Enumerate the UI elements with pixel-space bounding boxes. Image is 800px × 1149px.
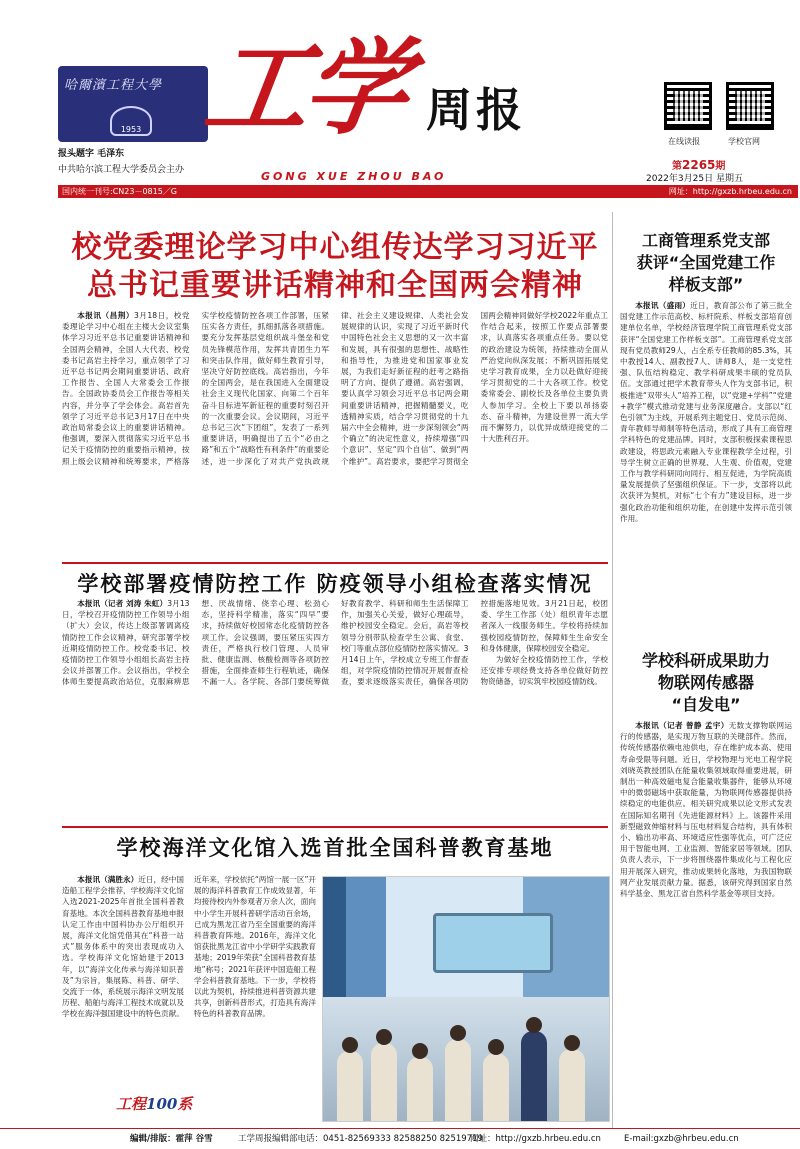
article1-body [62,310,608,560]
article3-text: 近日，经中国造船工程学会推荐，学校海洋文化馆入选2021-2025年首批全国科普教育基地。本次全国科普教育基地申报认定工作由中国科协办公厅组织开展，海洋文化馆凭借其在“科普一站式”服务体系中的突出表现成功入选。学校海洋文化馆始建于2013年，以“海洋文化传承与海洋知识普及”为宗旨，集展陈、科普、研学、交流于一体，系统展示海洋文明发展历程、船舶与海洋工程技术成就以及学校在海洋强国建设中的特色贡献。近年来，学校依托“两馆一展一区”开展的海洋科普教育工作成效显著，年均接待校内外参观者万余人次，面向中小学生开展科普研学活动百余场，已成为黑龙江省乃至全国重要的海洋科普教育阵地。2016年，海洋文化馆获批黑龙江省中小学研学实践教育基地；2019年荣获“全国科普教育基地”称号；2021年获评中国造船工程学会科普教育基地。下一步，学校将以此为契机，持续推进科普资源共建共享，创新科普形式，打造具有海洋特色的科普教育品牌。 [62,875,316,1019]
side2-headline-line3: “自发电” [671,695,741,714]
article1-byline: 本报讯（昌荆） [77,311,134,320]
website-link[interactable]: 网址：http://gxzb.hrbeu.edu.cn [668,187,792,196]
divider [62,562,608,564]
photo-child [371,1043,397,1121]
qr-codes [664,82,784,152]
footer-email[interactable]: E-mail:gxzb@hrbeu.edu.cn [624,1134,739,1144]
anniversary-logo-tail: 系 [177,1095,193,1113]
side1-headline [618,230,794,296]
side2-headline-line2: 物联网传感器 [657,673,754,692]
article2-body [62,598,608,822]
qr-code-right[interactable] [726,82,774,130]
photo-guide [521,1031,547,1121]
article2-byline: 本报讯（记者 刘涛 朱虹） [77,599,168,608]
footer [0,1128,800,1149]
qr-right-label: 学校官网 [728,137,760,146]
anniversary-logo-number: 100 [146,1095,178,1113]
issue-prefix: 第 [672,161,682,172]
title-pinyin: GONG XUE ZHOU BAO [261,170,447,183]
footer-website[interactable]: 网址：http://gxzb.hrbeu.edu.cn [470,1134,601,1144]
divider [62,826,608,828]
issue-number-value: 2265 [682,158,716,172]
title-calligraphy: 工学 [197,26,411,149]
side2-headline-line1: 学校科研成果助力 [641,651,770,670]
article2-text: 3月13日，学校召开疫情防控工作领导小组（扩大）会议，传达上级部署调离疫情防控工作会议精神，研究部署学校近期疫情防控工作。校党委书记、校疫情防控工作领导小组组长高岩主持会议并部署工作。会议指出，学校全体师生要提高政治站位，克服麻痹思想、厌战情绪、侥幸心理、松劲心态，坚持科学精准，落实“四早”要求，持续做好校园常态化疫情防控各项工作。会议强调，要压紧压实四方责任，严格执行校门管理、人员审批、健康监测、核酸检测等各项防控措施，全面排查师生行程轨迹，确保不漏一人。各学院、各部门要统筹做好教育教学、科研和师生生活保障工作，加强关心关爱，做好心理疏导，维护校园安全稳定。会后，高岩等校领导分别带队检查学生公寓、食堂、校门等重点部位疫情防控落实情况。3月14日上午，学校成立专班工作督查组，对学院疫情防控情况开展督查检查，要求逐级落实责任，确保各项防控措施落地见效。3月21日起，校团委、学生工作部（处）组织青年志愿者深入一线服务师生。学校将持续加强校园疫情防控，保障师生生命安全和身体健康，保障校园安全稳定。 [62,599,608,687]
qr-code-left[interactable] [664,82,712,130]
article1-headline-line2: 总书记重要讲话精神和全国两会精神 [87,268,583,303]
photo-child [483,1053,509,1121]
title-print: 周报 [426,83,526,137]
emblem-calligraphy: 哈爾濱工程大學 [64,78,163,93]
article1-text: 3月18日，校党委理论学习中心组在主楼大会议室集体学习习近平总书记重要讲话精神和全国两会精神，全国人大代表、校党委书记高岩主持学习，重点领学了习近平总书记两会期间重要讲话、政府工作报告、全国人大常委会工作报告。全国政协委员会工作报告等相关内容，并分享了学会体会。高岩首先领学了习近平总书记3月17日在中央政治局常委会议上的重要讲话精神。他强调，要深入贯彻落实习近平总书记关于疫情防控的重要指示精神，按照上级会议精神和统筹要求，严格落实学校疫情防控各项工作部署，压紧压实各方责任，抓细抓落各项措施。要充分发挥基层党组织战斗堡垒和党员先锋模范作用，发挥共青团生力军和突击队作用，做好师生教育引导，坚决守好防控底线。高岩指出，今年的全国两会，是在我国进入全面建设社会主义现代化国家、向第二个百年奋斗目标进军新征程的重要时刻召开的一次重要会议。会议期间，习近平总书记三次“下团组”，发表了一系列重要讲话，明确提出了五个“必由之路”和五个“战略性有利条件”的重要论述，进一步深化了对共产党执政规律、社会主义建设规律、人类社会发展规律的认识，实现了习近平新时代中国特色社会主义思想的又一次丰富和发展，具有很强的思想性、战略性和指导性，为推进党和国家事业发展，为我们走好新征程的赶考之路指明了方向、提供了遵循。高岩强调，要认真学习领会习近平总书记两会期间重要讲话精神，把握精髓要义，吃透精神实质，结合学习贯彻党的十九届六中全会精神，进一步深刻领会“两个确立”的决定性意义，持续增强“四个意识”、坚定“四个自信”、做到“两个维护”。高岩要求，要把学习贯彻全国两会精神同做好学校2022年重点工作结合起来，按照工作要点部署要求，认真落实各项重点任务。要以党的政治建设为统领，持续推动全面从严治党向纵深发展；不断巩固拓展党史学习教育成果，全力以赴做好迎接学习贯彻党的二十大各项工作。校党委常委会、副校长及各单位主要负责人参加学习。全校上下要以昂扬姿态、奋斗精神，为建设世界一流大学而不懈努力，以优异成绩迎接党的二十大胜利召开。 [62,311,608,466]
side1-body [620,300,792,630]
university-emblem [58,66,208,142]
issue-suffix: 期 [715,161,726,172]
side2-body [620,720,792,1122]
footer-editors: 编辑/排版：霍萍 谷雪 [130,1134,213,1144]
article2-text-tail: 为做好全校疫情防控工作，学校还安排专项经费支持各单位做好防控物资储备，切实筑牢校园疫情防线。 [480,655,608,687]
newspaper-brand [197,18,566,183]
side2-text: 无数支撑物联网运行的传感器，是实现万物互联的关键部件。然而，传统传感器依赖电池供电，存在维护成本高、使用寿命受限等问题。近日，学校物理与光电工程学院刘晓英教授团队在能量收集领域取得重要进展，研制出一种高效磁电复合能量收集器件，能够从环境中的微弱磁场中获取能量，为物联网传感器提供持续稳定的电能供应。相关研究成果以论文形式发表在国际知名期刊《先进能源材料》上。该器件采用新型磁致伸缩材料与压电材料复合结构，具有体积小、输出功率高、环境适应性强等优点，可广泛应用于智能电网、工业监测、智能家居等领域。团队负责人表示，下一步将围绕器件集成化与工程化应用开展深入研究，推动成果转化落地，为我国物联网产业发展贡献力量。据悉，该研究得到国家自然科学基金、黑龙江省自然科学基金等项目支持。 [620,721,792,899]
side1-text: 近日，教育部公布了第三批全国党建工作示范高校、标杆院系、样板支部培育创建单位名单，学校经济管理学院工商管理系党支部获评“全国党建工作样板支部”。工商管理系党支部现有党员教师29人，占全系专任教师的85.3%，其中教授14人、副教授7人、讲师8人，是一支党性强、队伍结构稳定、教学科研成果丰硕的党员队伍。支部通过把学术教育带头人作为支部书记，积极推进“双带头人”培养工程，以“党建+学科”“党建+教学”模式推动党建与业务深度融合。支部以“红色引领”为主线，开展系列主题党日、党员示范岗、青年教师导师制等特色活动，形成了具有工商管理学科特色的党建品牌。同时，支部积极探索课程思政建设，将思政元素融入专业课程教学全过程，引导学生树立正确的世界观、人生观、价值观，党建工作与教学科研同向同行、相互促进，为学院高质量发展提供了坚强组织保证。下一步，支部将以此次获评为契机，对标“七个有力”建设目标，进一步强化政治功能和组织功能，在创建中发挥示范引领作用。 [620,301,792,523]
museum-visit-photo [322,876,610,1122]
emblem-seal: 1953 [110,106,152,136]
qr-left-label: 在线读报 [668,137,700,146]
side1-headline-line1: 工商管理系党支部 [641,231,770,250]
side1-headline-line2: 获评“全国党建工作 [636,253,776,272]
footer-phone: 工学周报编辑部电话：0451-82569333 82588250 82519719 [238,1134,483,1144]
serial-number: 国内统一刊号:CN23－0815／G [62,187,178,196]
column-divider [612,212,613,1128]
masthead-publisher: 中共哈尔滨工程大学委员会主办 [58,165,185,175]
article3-body [62,874,316,1086]
photo-child [559,1049,585,1121]
article3-byline: 本报讯（满胜永） [77,875,139,884]
article1-headline-line1: 校党委理论学习中心组传达学习习近平 [71,230,599,265]
article3-headline: 学校海洋文化馆入选首批全国科普教育基地 [116,836,554,860]
photo-child [445,1039,471,1121]
article2-headline: 学校部署疫情防控工作 防疫领导小组检查落实情况 [77,572,593,596]
side1-byline: 本报讯（盛雨） [635,301,691,310]
anniversary-logo [116,1093,226,1115]
side2-byline: 本报讯（记者 曾静 孟宇） [635,721,729,730]
issue-number [672,157,725,172]
photo-child [337,1051,363,1121]
side1-headline-line3: 样板支部” [668,275,744,294]
issue-date: 2022年3月25日 星期五 [646,174,743,184]
photo-aquarium [433,913,553,973]
photo-child [407,1057,433,1121]
side2-headline [618,650,794,716]
masthead-bar [58,185,798,198]
anniversary-logo-red: 工程 [116,1095,147,1113]
masthead-inscription: 报头题字 毛泽东 [58,149,125,159]
masthead [0,0,800,198]
